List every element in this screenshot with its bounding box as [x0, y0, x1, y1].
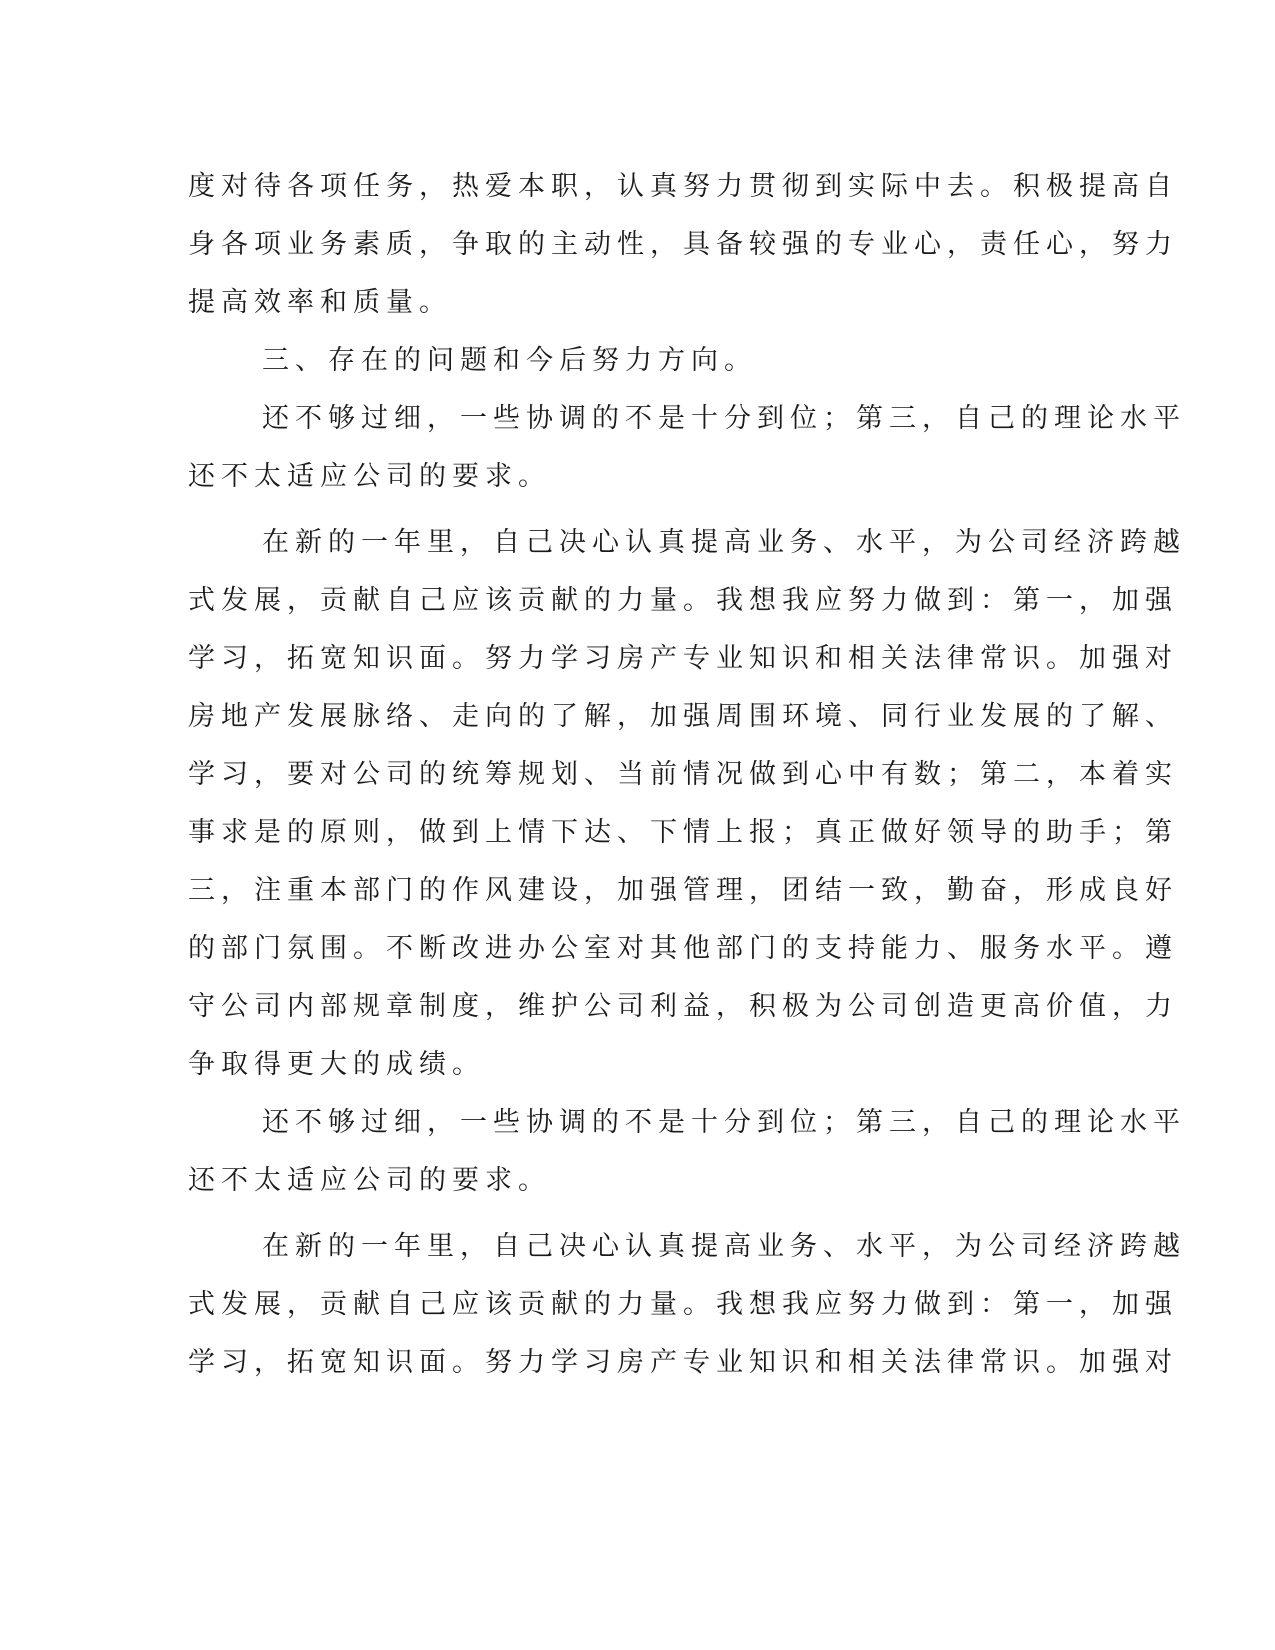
document-body [188, 158, 1186, 1392]
text-line: 提高效率和质量。 [188, 287, 452, 318]
text-line: 学习，拓宽知识面。努力学习房产专业知识和相关法律常识。加强对 [188, 1347, 1178, 1378]
text-line: 还不太适应公司的要求。 [188, 461, 551, 492]
paragraph-gap [188, 1210, 1078, 1218]
text-line: 度对待各项任务，热爱本职，认真努力贯彻到实际中去。积极提高自 [188, 171, 1178, 202]
text-line: 三，注重本部门的作风建设，加强管理，团结一致，勤奋，形成良好 [188, 875, 1178, 906]
paragraph-start: 在新的一年里，自己决心认真提高业务、水平，为公司经济跨越 [262, 1231, 1186, 1262]
text-line: 事求是的原则，做到上情下达、下情上报；真正做好领导的助手；第 [188, 817, 1178, 848]
text-line: 学习，要对公司的统筹规划、当前情况做到心中有数；第二，本着实 [188, 759, 1178, 790]
text-line: 还不太适应公司的要求。 [188, 1165, 551, 1196]
text-line: 的部门氛围。不断改进办公室对其他部门的支持能力、服务水平。遵 [188, 933, 1178, 964]
text-line: 守公司内部规章制度，维护公司利益，积极为公司创造更高价值，力 [188, 991, 1178, 1022]
paragraph-start: 还不够过细，一些协调的不是十分到位；第三，自己的理论水平 [262, 1107, 1186, 1138]
text-line: 式发展，贡献自己应该贡献的力量。我想我应努力做到：第一，加强 [188, 585, 1178, 616]
paragraph-gap [188, 506, 1078, 514]
section-heading: 三、存在的问题和今后努力方向。 [262, 345, 757, 376]
text-line: 式发展，贡献自己应该贡献的力量。我想我应努力做到：第一，加强 [188, 1289, 1178, 1320]
paragraph-start: 还不够过细，一些协调的不是十分到位；第三，自己的理论水平 [262, 403, 1186, 434]
text-line: 学习，拓宽知识面。努力学习房产专业知识和相关法律常识。加强对 [188, 643, 1178, 674]
text-line: 房地产发展脉络、走向的了解，加强周围环境、同行业发展的了解、 [188, 701, 1178, 732]
text-line: 争取得更大的成绩。 [188, 1049, 485, 1080]
text-line: 身各项业务素质，争取的主动性，具备较强的专业心，责任心，努力 [188, 229, 1178, 260]
paragraph-start: 在新的一年里，自己决心认真提高业务、水平，为公司经济跨越 [262, 527, 1186, 558]
